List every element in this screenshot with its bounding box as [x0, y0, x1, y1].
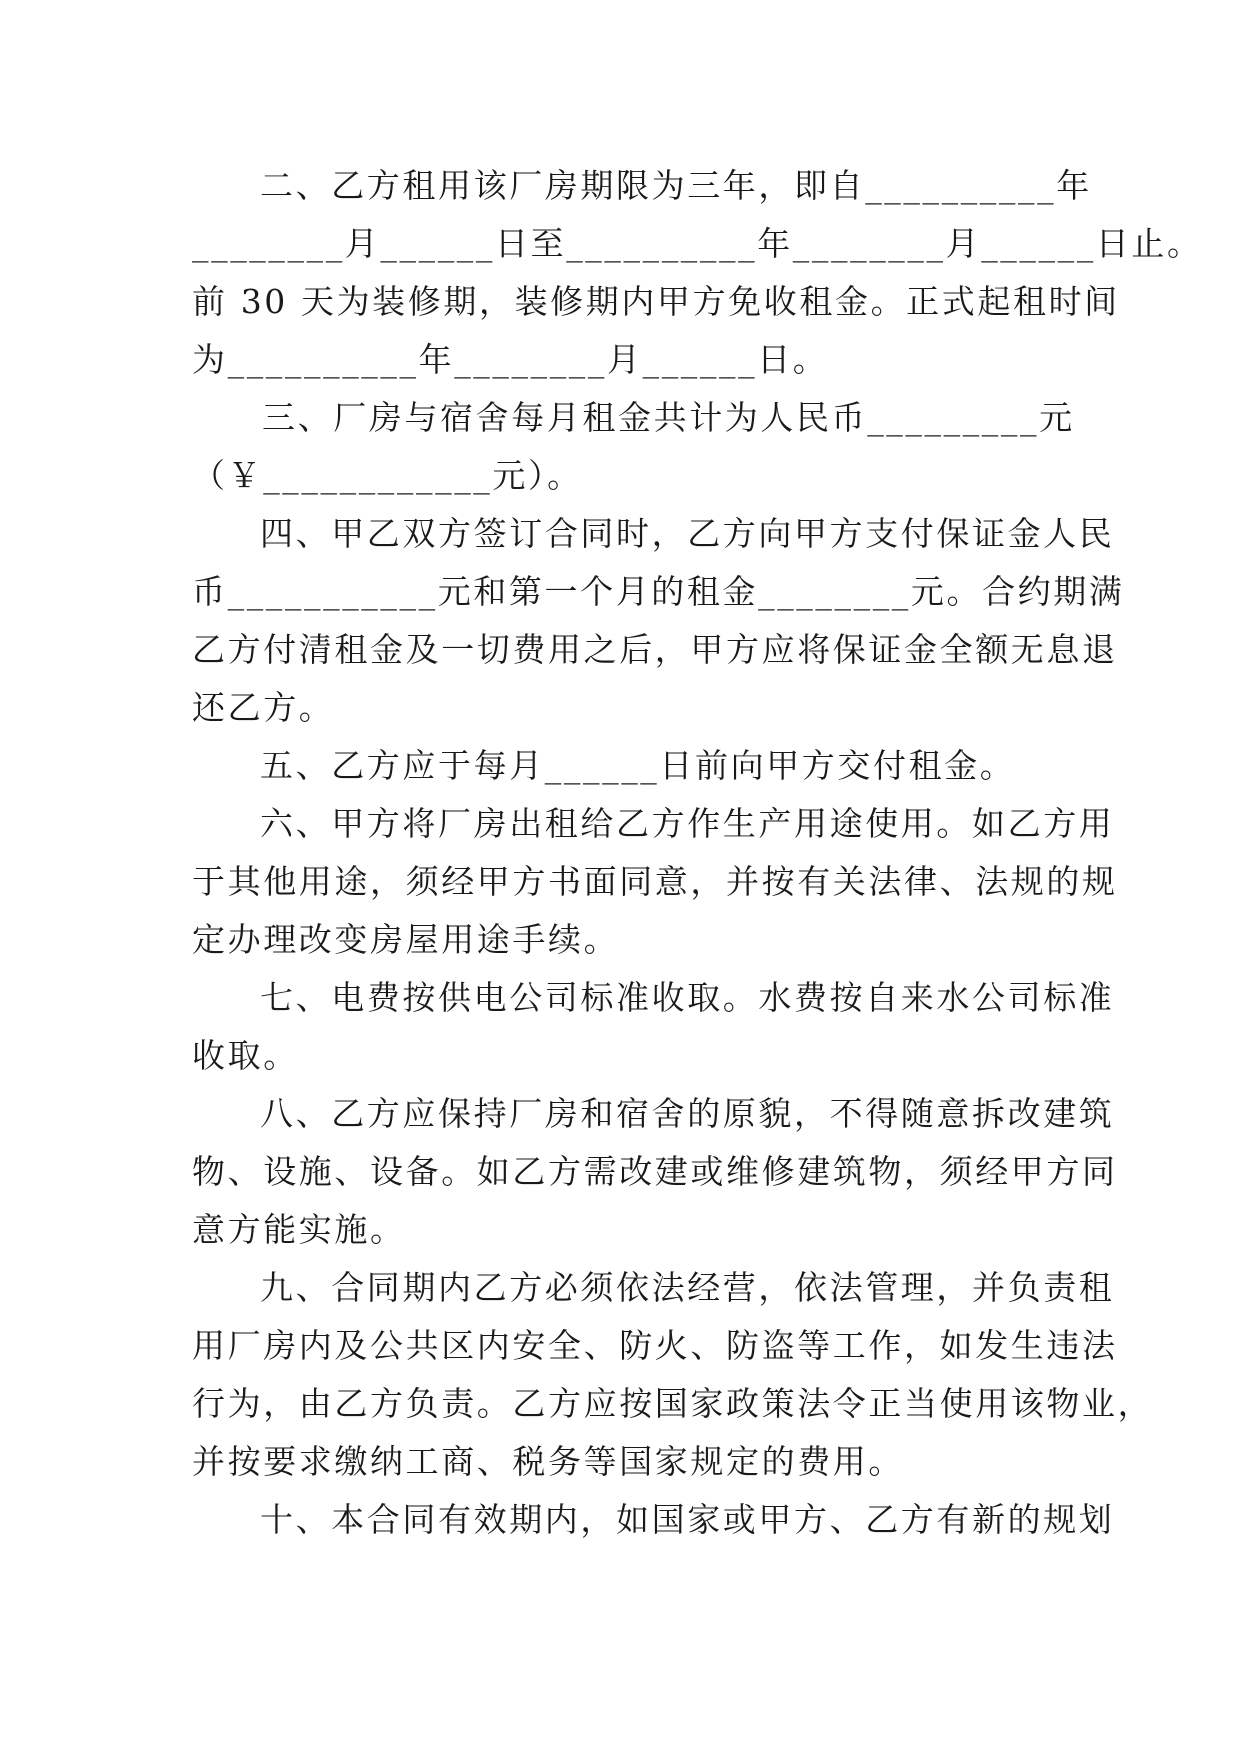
clause-9-line-3: 行为，由乙方负责。乙方应按国家政策法令正当使用该物业， [192, 1384, 1154, 1423]
clause-4-line-4: 还乙方。 [192, 688, 335, 727]
clause-2-line-2: ________月______日至__________年________月______日止。 [192, 224, 1203, 263]
clause-8-line-2: 物、设施、设备。如乙方需改建或维修建筑物，须经甲方同 [192, 1152, 1118, 1191]
clause-8-line-3: 意方能实施。 [192, 1210, 406, 1249]
clause-6-line-3: 定办理改变房屋用途手续。 [192, 920, 620, 959]
clause-2-line-1: 二、乙方租用该厂房期限为三年，即自__________年 [260, 166, 1092, 205]
clause-3-line-2: （￥____________元）。 [192, 456, 583, 495]
clause-2-line-3: 前 30 天为装修期，装修期内甲方免收租金。正式起租时间 [192, 282, 1120, 321]
clause-2-line-4: 为__________年________月______日。 [192, 340, 829, 379]
clause-5-line-1: 五、乙方应于每月______日前向甲方交付租金。 [260, 746, 1016, 785]
clause-6-line-2: 于其他用途，须经甲方书面同意，并按有关法律、法规的规 [192, 862, 1118, 901]
clause-9-line-1: 九、合同期内乙方必须依法经营，依法管理，并负责租 [260, 1268, 1115, 1307]
clause-4-line-1: 四、甲乙双方签订合同时，乙方向甲方支付保证金人民 [260, 514, 1115, 553]
clause-10-line-1: 十、本合同有效期内，如国家或甲方、乙方有新的规划 [260, 1500, 1115, 1539]
clause-9-line-4: 并按要求缴纳工商、税务等国家规定的费用。 [192, 1442, 904, 1481]
clause-7-line-1: 七、电费按供电公司标准收取。水费按自来水公司标准 [260, 978, 1115, 1017]
clause-8-line-1: 八、乙方应保持厂房和宿舍的原貌，不得随意拆改建筑 [260, 1094, 1115, 1133]
clause-3-line-1: 三、厂房与宿舍每月租金共计为人民币_________元 [262, 398, 1075, 437]
clause-7-line-2: 收取。 [192, 1036, 299, 1075]
clause-6-line-1: 六、甲方将厂房出租给乙方作生产用途使用。如乙方用 [260, 804, 1115, 843]
clause-4-line-3: 乙方付清租金及一切费用之后，甲方应将保证金全额无息退 [192, 630, 1118, 669]
clause-4-line-2: 币___________元和第一个月的租金________元。合约期满 [192, 572, 1125, 611]
clause-9-line-2: 用厂房内及公共区内安全、防火、防盗等工作，如发生违法 [192, 1326, 1118, 1365]
